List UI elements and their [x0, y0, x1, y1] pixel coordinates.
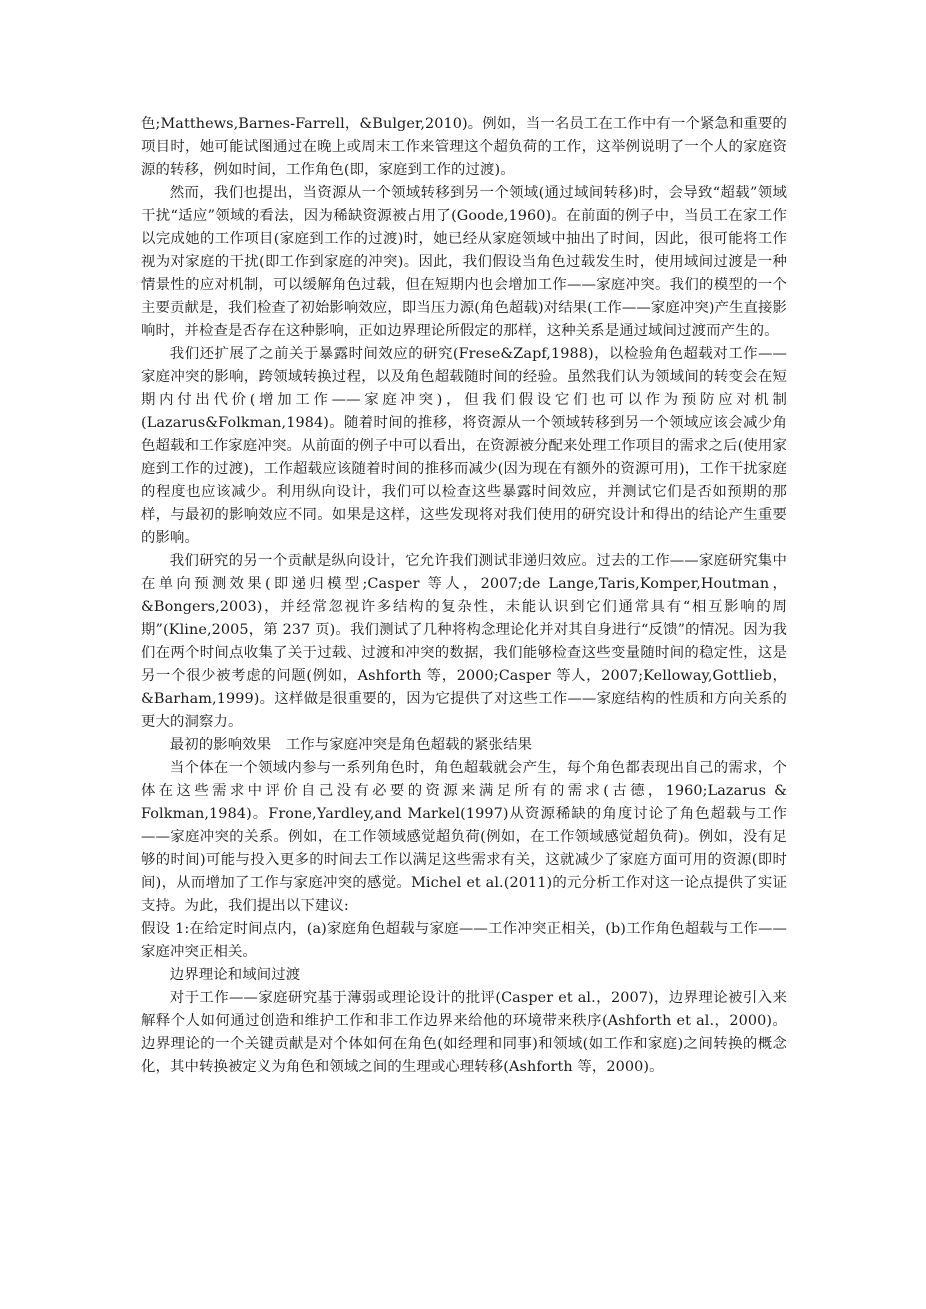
document-body	[141, 113, 787, 1079]
paragraph-boundary-theory: 对于工作——家庭研究基于薄弱或理论设计的批评(Casper et al.，2007)，边界理论被引入来解释个人如何通过创造和维护工作和非工作边界来给他的环境带来秩序(Ashforth et al.，2000)。边界理论的一个关键贡献是对个体如何在角色(如经理和同事)和领域(如工作和家庭)之间转换的概念化，其中转换被定义为角色和领域之间的生理或心理转移(Ashforth 等，2000)。	[141, 990, 787, 1075]
paragraph-role-overload: 当个体在一个领域内参与一系列角色时，角色超载就会产生，每个角色都表现出自己的需求，个体在这些需求中评价自己没有必要的资源来满足所有的需求(古德，1960;Lazarus & Folkman,1984)。Frone,Yardley,and Markel(1997)从资源稀缺的角度讨论了角色超载与工作——家庭冲突的关系。例如，在工作领域感觉超负荷(例如，在工作领域感觉超负荷)。例如，没有足够的时间)可能与投入更多的时间去工作以满足这些需求有关，这就减少了家庭方面可用的资源(即时间)，从而增加了工作与家庭冲突的感觉。Michel et al.(2011)的元分析工作对这一论点提供了实证支持。为此，我们提出以下建议:	[141, 760, 787, 914]
paragraph-exposure-time: 我们还扩展了之前关于暴露时间效应的研究(Frese&Zapf,1988)，以检验角色超载对工作——家庭冲突的影响，跨领域转换过程，以及角色超载随时间的经验。虽然我们认为领域间的转变会在短期内付出代价(增加工作——家庭冲突)，但我们假设它们也可以作为预防应对机制(Lazarus&Folkman,1984)。随着时间的推移，将资源从一个领域转移到另一个领域应该会减少角色超载和工作家庭冲突。从前面的例子中可以看出，在资源被分配来处理工作项目的需求之后(使用家庭到工作的过渡)，工作超载应该随着时间的推移而减少(因为现在有额外的资源可用)，工作干扰家庭的程度也应该减少。利用纵向设计，我们可以检查这些暴露时间效应，并测试它们是否如预期的那样，与最初的影响效应不同。如果是这样，这些发现将对我们使用的研究设计和得出的结论产生重要的影响。	[141, 346, 787, 546]
section-heading-initial-effects: 最初的影响效果 工作与家庭冲突是角色超载的紧张结果	[169, 737, 533, 753]
paragraph-domain-transfer: 然而，我们也提出，当资源从一个领域转移到另一个领域(通过域间转移)时，会导致“超载”领域干扰“适应”领域的看法，因为稀缺资源被占用了(Goode,1960)。在前面的例子中，当员工在家工作以完成她的工作项目(家庭到工作的过渡)时，她已经从家庭领域中抽出了时间，因此，很可能将工作视为对家庭的干扰(即工作到家庭的冲突)。因此，我们假设当角色过载发生时，使用域间过渡是一种情景性的应对机制，可以缓解角色过载，但在短期内也会增加工作——家庭冲突。我们的模型的一个主要贡献是，我们检查了初始影响效应，即当压力源(角色超载)对结果(工作——家庭冲突)产生直接影响时，并检查是否存在这种影响，正如边界理论所假定的那样，这种关系是通过域间过渡而产生的。	[141, 185, 787, 339]
paragraph-continued: 色;Matthews,Barnes-Farrell，&Bulger,2010)。例如，当一名员工在工作中有一个紧急和重要的项目时，她可能试图通过在晚上或周末工作来管理这个超负荷的工作，这举例说明了一个人的家庭资源的转移，例如时间，工作角色(即，家庭到工作的过渡)。	[141, 116, 787, 178]
hypothesis-1: 假设 1:在给定时间点内，(a)家庭角色超载与家庭——工作冲突正相关，(b)工作角色超载与工作——家庭冲突正相关。	[141, 921, 787, 960]
paragraph-longitudinal-design: 我们研究的另一个贡献是纵向设计，它允许我们测试非递归效应。过去的工作——家庭研究集中在单向预测效果(即递归模型;Casper 等人，2007;de Lange,Taris,Komper,Houtman，&Bongers,2003)，并经常忽视许多结构的复杂性，未能认识到它们通常具有“相互影响的周期”(Kline,2005，第 237 页)。我们测试了几种将构念理论化并对其自身进行“反馈”的情况。因为我们在两个时间点收集了关于过载、过渡和冲突的数据，我们能够检查这些变量随时间的稳定性，这是另一个很少被考虑的问题(例如，Ashforth 等，2000;Casper 等人，2007;Kelloway,Gottlieb，&Barham,1999)。这样做是很重要的，因为它提供了对这些工作——家庭结构的性质和方向关系的更大的洞察力。	[141, 553, 787, 730]
section-heading-boundary-theory: 边界理论和域间过渡	[169, 967, 301, 983]
